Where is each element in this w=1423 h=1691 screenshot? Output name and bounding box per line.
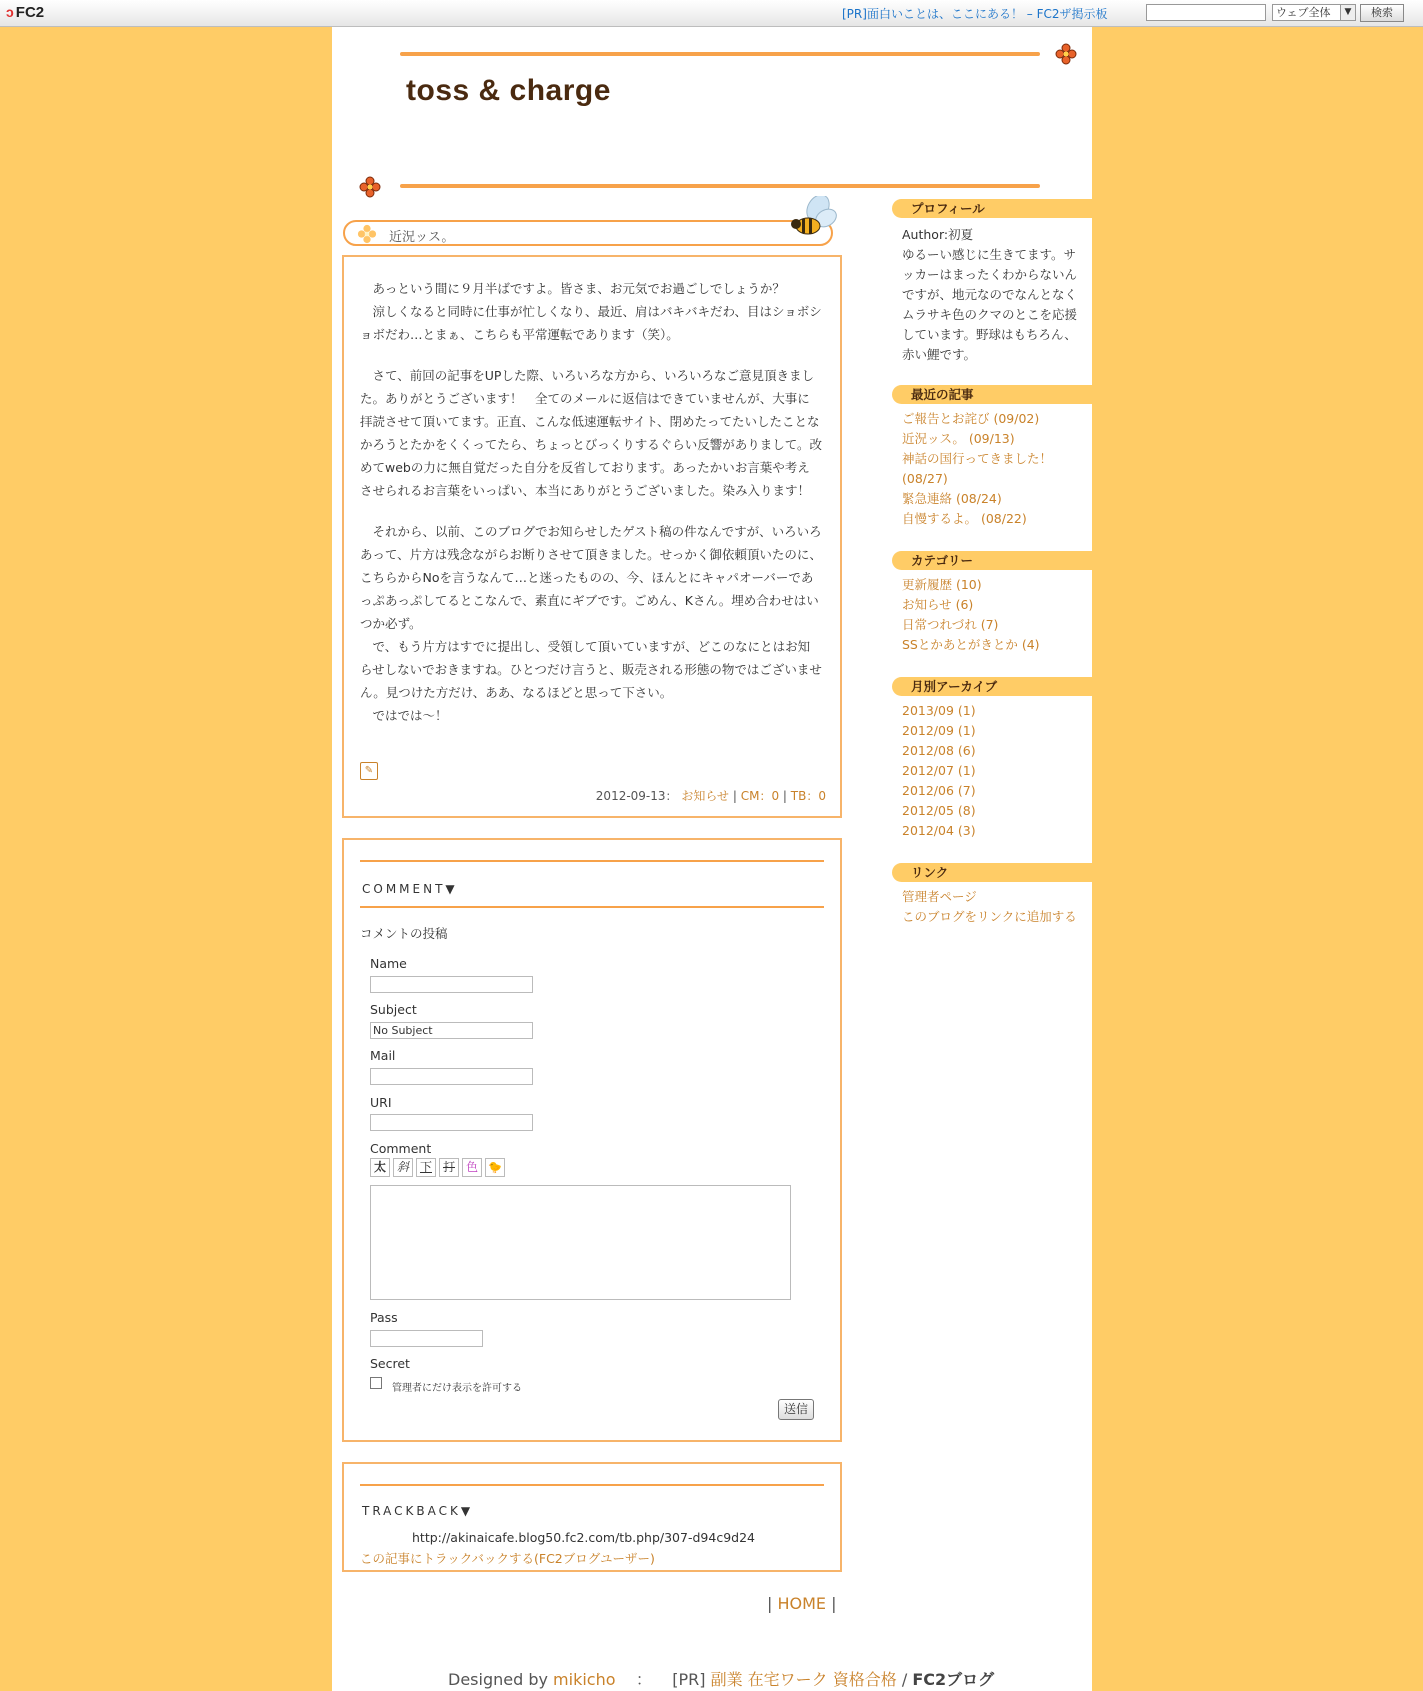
- comment-section: [342, 838, 842, 1442]
- subject-label: Subject: [370, 1002, 417, 1017]
- fc2-search-input[interactable]: [1146, 4, 1266, 21]
- secret-checkbox[interactable]: [370, 1377, 382, 1389]
- uri-input[interactable]: [370, 1114, 533, 1131]
- profile-text: [902, 225, 1088, 365]
- nav-separator: |: [831, 1594, 837, 1613]
- add-blog-link[interactable]: このブログをリンクに追加する: [902, 909, 1077, 924]
- sidebar-links-heading: リンク: [892, 863, 1092, 882]
- bee-icon: [784, 196, 838, 242]
- links-list: [902, 887, 1088, 927]
- fc2-logo[interactable]: [6, 4, 44, 21]
- fc2-pr-link[interactable]: [PR]面白いことは、ここにある！ – FC2ザ掲示板: [842, 7, 1108, 21]
- entry-footer-separator: |: [782, 789, 787, 803]
- comment-heading: COMMENT▼: [362, 882, 458, 896]
- blog-title[interactable]: toss & charge: [406, 74, 611, 107]
- fc2-search-scope-value: ウェブ全体: [1276, 6, 1331, 19]
- archive-link[interactable]: 2012/06 (7): [902, 783, 976, 798]
- nav-separator: |: [767, 1594, 773, 1613]
- footer-designed-by: Designed by: [448, 1670, 548, 1689]
- uri-label: URI: [370, 1095, 392, 1110]
- trackback-section: [342, 1462, 842, 1572]
- recent-post-link[interactable]: 近況ッス。 (09/13): [902, 431, 1015, 446]
- archive-link[interactable]: 2012/07 (1): [902, 763, 976, 778]
- profile-author: Author:初夏 ゆるーい感じに生きてます。サッカーはまったくわからないんですが、地元なのでなんとなくムラサキ色のクマのとこを応援しています。野球はもちろん、赤い鯉です。: [902, 227, 1078, 362]
- designer-link[interactable]: mikicho: [553, 1670, 616, 1689]
- submit-comment-button[interactable]: 送信: [778, 1399, 814, 1420]
- chevron-down-icon: ▼: [1340, 5, 1355, 20]
- archive-list: [902, 701, 1088, 841]
- bold-button[interactable]: 太: [370, 1158, 390, 1177]
- footer-slash: /: [901, 1670, 908, 1689]
- category-link[interactable]: 更新履歴 (10): [902, 577, 982, 592]
- entry-date: 2012-09-13：: [595, 789, 678, 803]
- recent-post-link[interactable]: 自慢するよ。 (08/22): [902, 511, 1027, 526]
- fc2-search-button[interactable]: 検索: [1360, 4, 1404, 22]
- section-rule: [360, 860, 824, 862]
- trackback-link[interactable]: この記事にトラックバックする(FC2ブログユーザー): [360, 1551, 655, 1566]
- entry-body-box: [342, 255, 842, 818]
- recent-posts-list: [902, 409, 1088, 529]
- entry-paragraph: ではでは～！: [360, 708, 448, 723]
- entry-title[interactable]: 近況ッス。: [389, 230, 455, 245]
- section-rule: [360, 1484, 824, 1486]
- sidebar-archive-heading: 月別アーカイブ: [892, 677, 1092, 696]
- archive-link[interactable]: 2012/04 (3): [902, 823, 976, 838]
- footer-pr-link[interactable]: 在宅ワーク: [747, 1670, 828, 1689]
- entry-footer-separator: |: [732, 789, 737, 803]
- entry-title-bar: [343, 220, 833, 246]
- footer-pr-link[interactable]: 資格合格: [832, 1670, 897, 1689]
- header-bottom-rule: [400, 184, 1040, 188]
- name-input[interactable]: [370, 976, 533, 993]
- archive-link[interactable]: 2013/09 (1): [902, 703, 976, 718]
- category-link[interactable]: 日常つれづれ (7): [902, 617, 999, 632]
- sidebar-recent-heading: 最近の記事: [892, 385, 1092, 404]
- fc2-logo-icon: ↄ: [6, 4, 14, 20]
- archive-link[interactable]: 2012/09 (1): [902, 723, 976, 738]
- category-link[interactable]: お知らせ (6): [902, 597, 974, 612]
- entry-paragraph: で、もう片方はすでに提出し、受領して頂いていますが、どこのなにとはお知らせしないでおきますね。ひとつだけ言うと、販売される形態の物ではございません。見つけた方だけ、ああ、なるほどと思って下さい。: [360, 639, 822, 700]
- entry-category-link[interactable]: お知らせ: [681, 789, 730, 803]
- fc2-toolbar: [0, 0, 1423, 27]
- home-nav: [767, 1594, 837, 1613]
- entry-footer: [596, 787, 826, 804]
- archive-link[interactable]: 2012/05 (8): [902, 803, 976, 818]
- entry-paragraph: さて、前回の記事をUPした際、いろいろな方から、いろいろなご意見頂きました。ありがとうございます！ 全てのメールに返信はできていませんが、大事に拝読させて頂いてます。正直、こんな低速運転サイト、閉めたってたいしたことなかろうとたかをくくってたら、ちょっとびっくりするぐらい反響がありまして。改めてwebの力に無自覚だった自分を反省しております。あったかいお言葉や考えさせられるお言葉をいっぱい、本当にありがとうございました。染み入ります！: [360, 368, 823, 498]
- comment-textarea[interactable]: [370, 1185, 791, 1300]
- entry-paragraph: あっという間に９月半ばですよ。皆さま、お元気でお過ごしでしょうか？: [360, 281, 785, 296]
- fc2blog-link[interactable]: FC2ブログ: [912, 1670, 995, 1689]
- flower-icon: [359, 176, 381, 198]
- footer: [448, 1667, 994, 1690]
- entry-comment-count-link[interactable]: CM：0: [740, 789, 780, 803]
- name-label: Name: [370, 956, 407, 971]
- fc2-search-scope-select[interactable]: [1272, 4, 1356, 21]
- section-rule: [360, 906, 824, 908]
- footer-pr-link[interactable]: 副業: [710, 1670, 743, 1689]
- pass-label: Pass: [370, 1310, 398, 1325]
- trackback-heading: TRACKBACK▼: [362, 1504, 474, 1518]
- header-top-rule: [400, 52, 1040, 56]
- recent-post-link[interactable]: ご報告とお詫び (09/02): [902, 411, 1040, 426]
- edit-entry-icon[interactable]: ✎: [360, 762, 378, 780]
- underline-button[interactable]: 下: [416, 1158, 436, 1177]
- category-link[interactable]: SSとかあとがきとか (4): [902, 637, 1040, 652]
- recent-post-link[interactable]: 緊急連絡 (08/24): [902, 491, 1002, 506]
- sidebar-profile-heading: プロフィール: [892, 199, 1092, 218]
- strike-button[interactable]: 打: [439, 1158, 459, 1177]
- secret-label: Secret: [370, 1356, 410, 1371]
- recent-post-link[interactable]: 神話の国行ってきました！ (08/27): [902, 451, 1053, 486]
- entry-paragraph: 涼しくなると同時に仕事が忙しくなり、最近、肩はバキバキだわ、目はショボショボだわ…とまぁ、こちらも平常運転であります（笑）。: [360, 304, 822, 342]
- emoji-button[interactable]: 🐤: [485, 1158, 505, 1177]
- admin-page-link[interactable]: 管理者ページ: [902, 889, 977, 904]
- comment-label: Comment: [370, 1141, 432, 1156]
- mail-input[interactable]: [370, 1068, 533, 1085]
- mail-label: Mail: [370, 1048, 396, 1063]
- flower-icon: [1055, 43, 1077, 65]
- archive-link[interactable]: 2012/08 (6): [902, 743, 976, 758]
- entry-trackback-count-link[interactable]: TB：0: [790, 789, 826, 803]
- footer-colon: ：: [635, 1670, 652, 1689]
- fc2-logo-text: FC2: [15, 4, 45, 21]
- comment-post-title: コメントの投稿: [360, 926, 448, 941]
- sidebar-category-heading: カテゴリー: [892, 551, 1092, 570]
- flower-icon: [357, 224, 377, 244]
- secret-checkbox-label: 管理者にだけ表示を許可する: [392, 1383, 522, 1394]
- footer-pr: [PR]: [672, 1670, 706, 1689]
- pass-input[interactable]: [370, 1330, 483, 1347]
- entry-body: [360, 277, 822, 727]
- category-list: [902, 575, 1088, 655]
- trackback-url: http://akinaicafe.blog50.fc2.com/tb.php/307-d94c9d24: [412, 1530, 755, 1545]
- home-link[interactable]: HOME: [777, 1594, 827, 1613]
- entry-paragraph: それから、以前、このブログでお知らせしたゲスト稿の件なんですが、いろいろあって、片方は残念ながらお断りさせて頂きました。せっかく御依頼頂いたのに、こちらからNoを言うなんて…と迷ったものの、今、ほんとにキャパオーバーであっぷあっぷしてるとこなんで、素直にギブです。ごめん、Kさん。埋め合わせはいつか必ず。: [360, 524, 822, 631]
- italic-button[interactable]: 斜: [393, 1158, 413, 1177]
- color-button[interactable]: 色: [462, 1158, 482, 1177]
- subject-input[interactable]: No Subject: [370, 1022, 533, 1039]
